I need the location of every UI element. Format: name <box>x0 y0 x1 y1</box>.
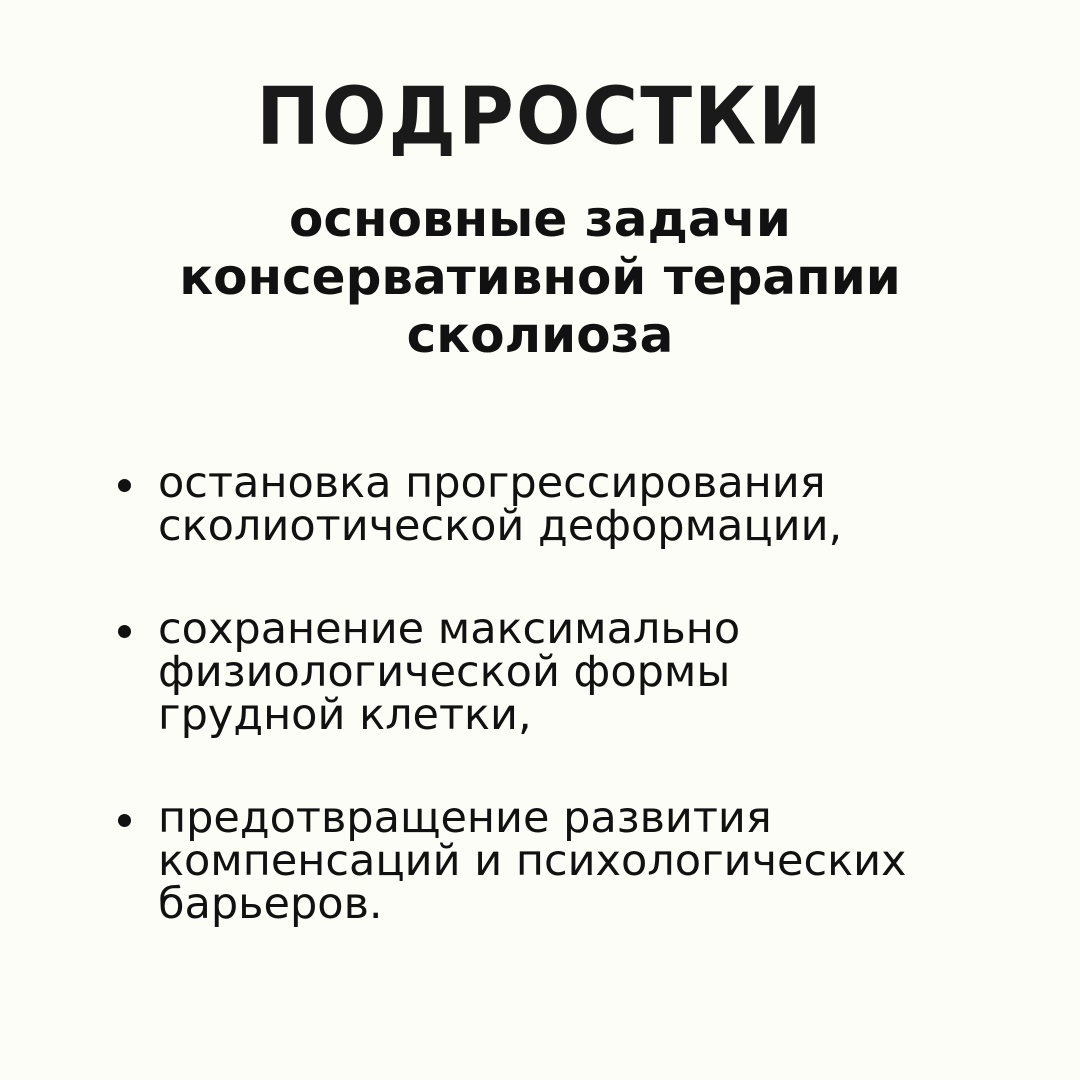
list-item-line: физиологической формы <box>158 647 731 697</box>
list-item-line: сохранение максимально <box>158 604 741 654</box>
list-item-line: грудной клетки, <box>158 690 532 740</box>
list-item-line: компенсаций и психологических <box>158 836 907 886</box>
list-item <box>110 458 1010 551</box>
subtitle-line: консервативной терапии <box>179 248 901 306</box>
subtitle <box>0 190 1080 364</box>
bullet-icon <box>118 814 131 827</box>
list-item-line: барьеров. <box>158 879 383 929</box>
page-title: ПОДРОСТКИ <box>256 68 824 163</box>
subtitle-line: основные задачи <box>289 190 791 248</box>
goals-list <box>110 458 1010 986</box>
subtitle-line: сколиоза <box>406 306 674 364</box>
list-item <box>110 793 1010 929</box>
list-item-line: сколиотической деформации, <box>158 501 843 551</box>
bullet-icon <box>118 625 131 638</box>
bullet-icon <box>118 479 131 492</box>
list-item <box>110 604 1010 740</box>
list-item-line: остановка прогрессирования <box>158 458 826 508</box>
list-item-line: предотвращение развития <box>158 793 772 843</box>
